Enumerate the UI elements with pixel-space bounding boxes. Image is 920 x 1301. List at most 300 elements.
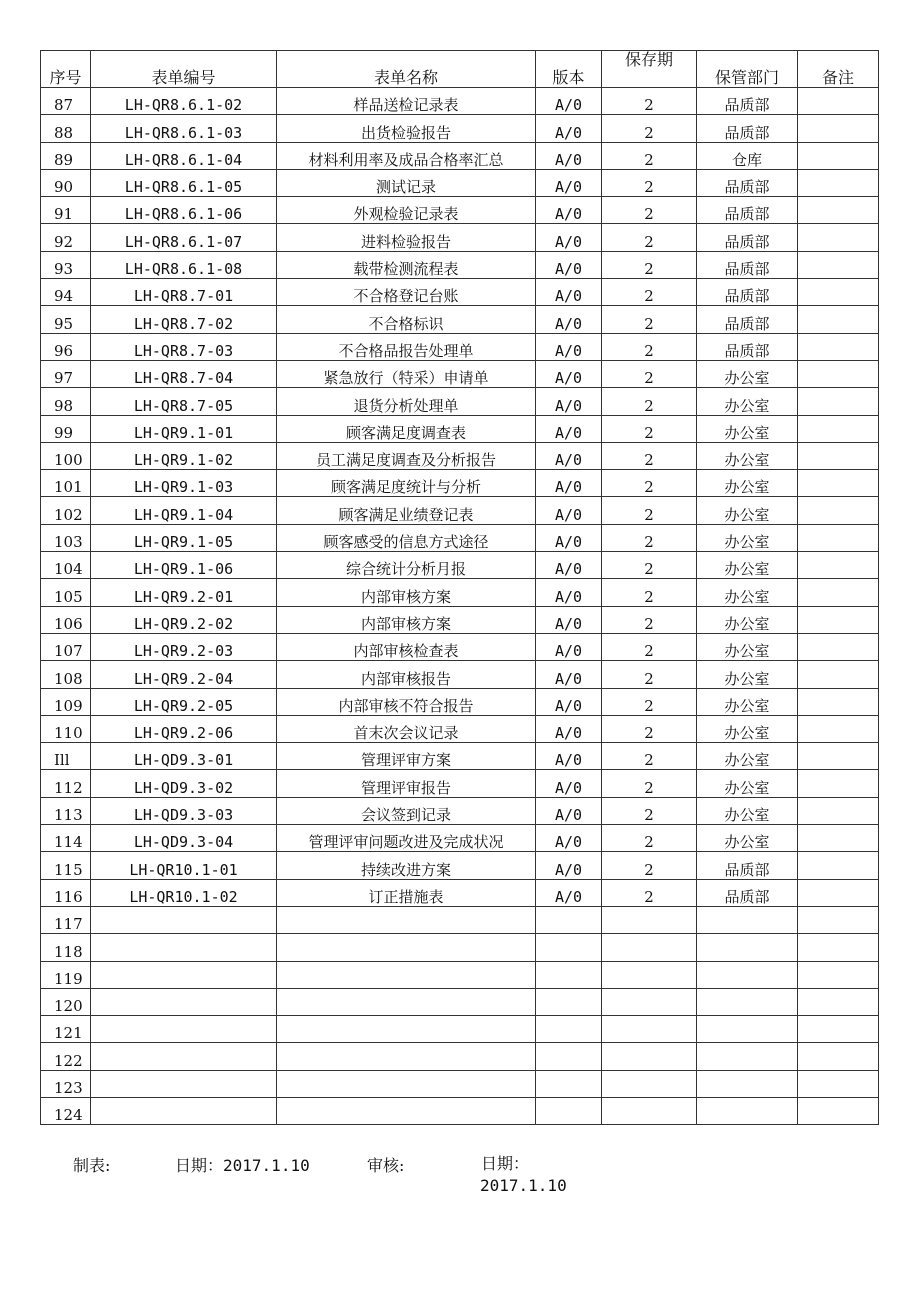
- cell-seq: 88: [41, 115, 91, 142]
- cell-code: [91, 1016, 277, 1043]
- cell-version: A/0: [536, 360, 602, 387]
- table-row: [41, 115, 879, 142]
- table-row: [41, 470, 879, 497]
- cell-dept: 办公室: [697, 688, 798, 715]
- cell-name: 内部审核不符合报告: [277, 688, 536, 715]
- cell-seq: 97: [41, 360, 91, 387]
- cell-dept: 品质部: [697, 251, 798, 278]
- cell-name: 顾客感受的信息方式途径: [277, 524, 536, 551]
- cell-retention: 2: [602, 470, 697, 497]
- cell-seq: 118: [41, 934, 91, 961]
- cell-version: A/0: [536, 279, 602, 306]
- cell-name: [277, 906, 536, 933]
- header-name: 表单名称: [277, 51, 536, 88]
- cell-version: [536, 961, 602, 988]
- cell-code: [91, 1043, 277, 1070]
- cell-remark: [798, 360, 879, 387]
- cell-version: A/0: [536, 879, 602, 906]
- table-row: [41, 961, 879, 988]
- cell-code: LH-QR9.1-05: [91, 524, 277, 551]
- cell-dept: 品质部: [697, 306, 798, 333]
- cell-retention: [602, 961, 697, 988]
- cell-version: A/0: [536, 306, 602, 333]
- cell-remark: [798, 1097, 879, 1124]
- cell-name: 样品送检记录表: [277, 88, 536, 115]
- cell-code: LH-QR9.1-06: [91, 552, 277, 579]
- cell-seq: 124: [41, 1097, 91, 1124]
- cell-dept: [697, 1070, 798, 1097]
- cell-code: [91, 961, 277, 988]
- cell-code: LH-QR8.6.1-02: [91, 88, 277, 115]
- cell-retention: [602, 906, 697, 933]
- cell-remark: [798, 988, 879, 1015]
- cell-retention: [602, 988, 697, 1015]
- cell-dept: 仓库: [697, 142, 798, 169]
- cell-version: A/0: [536, 142, 602, 169]
- cell-remark: [798, 333, 879, 360]
- cell-name: 内部审核方案: [277, 579, 536, 606]
- cell-name: 管理评审报告: [277, 770, 536, 797]
- cell-remark: [798, 442, 879, 469]
- table-row: [41, 552, 879, 579]
- header-version: 版本: [536, 51, 602, 88]
- cell-seq: 100: [41, 442, 91, 469]
- cell-retention: 2: [602, 688, 697, 715]
- footer-reviewer-label: 审核:: [367, 1156, 405, 1175]
- cell-code: LH-QR8.6.1-08: [91, 251, 277, 278]
- cell-version: [536, 1043, 602, 1070]
- cell-retention: 2: [602, 306, 697, 333]
- cell-seq: 107: [41, 633, 91, 660]
- cell-dept: 办公室: [697, 770, 798, 797]
- cell-retention: [602, 934, 697, 961]
- cell-code: LH-QD9.3-02: [91, 770, 277, 797]
- cell-retention: 2: [602, 661, 697, 688]
- cell-seq: 92: [41, 224, 91, 251]
- cell-name: 订正措施表: [277, 879, 536, 906]
- cell-name: 不合格登记台账: [277, 279, 536, 306]
- table-row: [41, 251, 879, 278]
- cell-remark: [798, 115, 879, 142]
- cell-dept: [697, 988, 798, 1015]
- cell-seq: 114: [41, 825, 91, 852]
- cell-code: LH-QR10.1-02: [91, 879, 277, 906]
- cell-remark: [798, 797, 879, 824]
- footer-maker-label: 制表:: [73, 1156, 111, 1175]
- cell-remark: [798, 633, 879, 660]
- cell-name: 员工满足度调查及分析报告: [277, 442, 536, 469]
- table-row: [41, 524, 879, 551]
- cell-seq: 89: [41, 142, 91, 169]
- cell-version: A/0: [536, 333, 602, 360]
- cell-version: A/0: [536, 115, 602, 142]
- cell-dept: [697, 1016, 798, 1043]
- cell-retention: 2: [602, 606, 697, 633]
- cell-retention: 2: [602, 360, 697, 387]
- cell-seq: Ill: [41, 743, 91, 770]
- cell-code: LH-QR9.1-03: [91, 470, 277, 497]
- cell-dept: 办公室: [697, 606, 798, 633]
- cell-seq: 106: [41, 606, 91, 633]
- cell-remark: [798, 279, 879, 306]
- cell-code: LH-QR9.2-06: [91, 715, 277, 742]
- table-row: [41, 415, 879, 442]
- cell-version: A/0: [536, 770, 602, 797]
- cell-remark: [798, 606, 879, 633]
- cell-remark: [798, 879, 879, 906]
- cell-seq: 95: [41, 306, 91, 333]
- cell-retention: [602, 1070, 697, 1097]
- footer-date1: [175, 1153, 310, 1176]
- header-dept: 保管部门: [697, 51, 798, 88]
- cell-code: LH-QR8.7-02: [91, 306, 277, 333]
- table-row: [41, 1070, 879, 1097]
- cell-remark: [798, 743, 879, 770]
- cell-name: 顾客满足业绩登记表: [277, 497, 536, 524]
- cell-version: A/0: [536, 169, 602, 196]
- cell-dept: [697, 961, 798, 988]
- cell-version: A/0: [536, 743, 602, 770]
- cell-retention: 2: [602, 825, 697, 852]
- cell-version: [536, 1097, 602, 1124]
- cell-version: A/0: [536, 197, 602, 224]
- cell-name: 外观检验记录表: [277, 197, 536, 224]
- cell-code: LH-QD9.3-01: [91, 743, 277, 770]
- cell-version: A/0: [536, 88, 602, 115]
- cell-name: [277, 961, 536, 988]
- cell-retention: 2: [602, 743, 697, 770]
- table-row: [41, 606, 879, 633]
- cell-code: LH-QD9.3-03: [91, 797, 277, 824]
- cell-code: [91, 988, 277, 1015]
- cell-version: A/0: [536, 224, 602, 251]
- cell-remark: [798, 1016, 879, 1043]
- cell-version: A/0: [536, 442, 602, 469]
- cell-dept: 办公室: [697, 497, 798, 524]
- cell-retention: 2: [602, 497, 697, 524]
- cell-retention: [602, 1097, 697, 1124]
- cell-dept: 品质部: [697, 224, 798, 251]
- cell-version: A/0: [536, 606, 602, 633]
- cell-retention: 2: [602, 579, 697, 606]
- cell-dept: 品质部: [697, 279, 798, 306]
- cell-retention: 2: [602, 552, 697, 579]
- cell-seq: 109: [41, 688, 91, 715]
- cell-seq: 105: [41, 579, 91, 606]
- cell-code: [91, 1097, 277, 1124]
- cell-version: A/0: [536, 470, 602, 497]
- cell-code: LH-QR10.1-01: [91, 852, 277, 879]
- cell-seq: 122: [41, 1043, 91, 1070]
- cell-code: LH-QD9.3-04: [91, 825, 277, 852]
- cell-dept: 办公室: [697, 442, 798, 469]
- cell-dept: 品质部: [697, 169, 798, 196]
- cell-remark: [798, 579, 879, 606]
- cell-seq: 96: [41, 333, 91, 360]
- cell-dept: 办公室: [697, 579, 798, 606]
- table-row: [41, 142, 879, 169]
- cell-seq: 103: [41, 524, 91, 551]
- cell-version: [536, 934, 602, 961]
- cell-version: A/0: [536, 852, 602, 879]
- table-row: [41, 360, 879, 387]
- cell-version: A/0: [536, 661, 602, 688]
- cell-dept: 品质部: [697, 197, 798, 224]
- cell-name: 紧急放行（特采）申请单: [277, 360, 536, 387]
- form-register-table: [40, 50, 879, 1125]
- cell-name: 内部审核检查表: [277, 633, 536, 660]
- cell-name: 出货检验报告: [277, 115, 536, 142]
- cell-remark: [798, 497, 879, 524]
- cell-dept: 办公室: [697, 743, 798, 770]
- cell-version: A/0: [536, 388, 602, 415]
- table-row: [41, 169, 879, 196]
- footer-date1-label: 日期：: [175, 1156, 224, 1175]
- cell-name: [277, 1097, 536, 1124]
- cell-remark: [798, 1043, 879, 1070]
- cell-code: LH-QR8.7-03: [91, 333, 277, 360]
- cell-remark: [798, 169, 879, 196]
- cell-remark: [798, 825, 879, 852]
- cell-name: 不合格标识: [277, 306, 536, 333]
- cell-name: 退货分析处理单: [277, 388, 536, 415]
- cell-seq: 102: [41, 497, 91, 524]
- cell-code: LH-QR8.7-01: [91, 279, 277, 306]
- cell-retention: 2: [602, 852, 697, 879]
- table-row: [41, 770, 879, 797]
- cell-name: 材料利用率及成品合格率汇总: [277, 142, 536, 169]
- cell-name: [277, 1070, 536, 1097]
- cell-remark: [798, 934, 879, 961]
- cell-name: 载带检测流程表: [277, 251, 536, 278]
- footer-date1-value: 2017.1.10: [223, 1156, 310, 1175]
- cell-seq: 117: [41, 906, 91, 933]
- cell-seq: 94: [41, 279, 91, 306]
- cell-version: [536, 988, 602, 1015]
- table-row: [41, 224, 879, 251]
- cell-retention: 2: [602, 524, 697, 551]
- cell-retention: 2: [602, 197, 697, 224]
- table-row: [41, 852, 879, 879]
- cell-dept: 品质部: [697, 879, 798, 906]
- footer-date2-label: 日期：: [481, 1154, 530, 1173]
- cell-retention: 2: [602, 224, 697, 251]
- cell-code: LH-QR8.6.1-05: [91, 169, 277, 196]
- cell-code: LH-QR8.6.1-07: [91, 224, 277, 251]
- cell-remark: [798, 961, 879, 988]
- footer-date2-value: 2017.1.10: [480, 1176, 567, 1195]
- cell-remark: [798, 88, 879, 115]
- cell-code: [91, 906, 277, 933]
- table-row: [41, 988, 879, 1015]
- cell-seq: 115: [41, 852, 91, 879]
- cell-dept: 办公室: [697, 388, 798, 415]
- cell-remark: [798, 415, 879, 442]
- cell-seq: 113: [41, 797, 91, 824]
- cell-name: 测试记录: [277, 169, 536, 196]
- cell-version: A/0: [536, 797, 602, 824]
- cell-remark: [798, 470, 879, 497]
- cell-retention: 2: [602, 115, 697, 142]
- cell-code: LH-QR9.1-02: [91, 442, 277, 469]
- cell-code: LH-QR9.2-01: [91, 579, 277, 606]
- cell-name: [277, 988, 536, 1015]
- header-remark: 备注: [798, 51, 879, 88]
- cell-version: A/0: [536, 524, 602, 551]
- cell-retention: 2: [602, 633, 697, 660]
- cell-seq: 119: [41, 961, 91, 988]
- cell-dept: 品质部: [697, 333, 798, 360]
- table-row: [41, 579, 879, 606]
- cell-version: A/0: [536, 415, 602, 442]
- cell-dept: 办公室: [697, 825, 798, 852]
- cell-dept: 办公室: [697, 415, 798, 442]
- cell-remark: [798, 552, 879, 579]
- table-row: [41, 934, 879, 961]
- cell-name: 持续改进方案: [277, 852, 536, 879]
- cell-code: LH-QR9.2-04: [91, 661, 277, 688]
- cell-remark: [798, 224, 879, 251]
- cell-remark: [798, 524, 879, 551]
- cell-seq: 112: [41, 770, 91, 797]
- table-row: [41, 1097, 879, 1124]
- cell-retention: 2: [602, 279, 697, 306]
- cell-retention: 2: [602, 770, 697, 797]
- cell-retention: 2: [602, 169, 697, 196]
- cell-name: 首末次会议记录: [277, 715, 536, 742]
- table-row: [41, 333, 879, 360]
- cell-dept: 办公室: [697, 470, 798, 497]
- cell-retention: 2: [602, 333, 697, 360]
- cell-code: LH-QR8.6.1-06: [91, 197, 277, 224]
- cell-code: LH-QR9.2-03: [91, 633, 277, 660]
- cell-version: A/0: [536, 715, 602, 742]
- table-row: [41, 197, 879, 224]
- table-row: [41, 879, 879, 906]
- table-row: [41, 88, 879, 115]
- cell-version: A/0: [536, 579, 602, 606]
- cell-version: A/0: [536, 825, 602, 852]
- table-row: [41, 825, 879, 852]
- cell-dept: 办公室: [697, 797, 798, 824]
- cell-dept: 办公室: [697, 661, 798, 688]
- table-row: [41, 743, 879, 770]
- cell-dept: 品质部: [697, 115, 798, 142]
- cell-seq: 123: [41, 1070, 91, 1097]
- cell-retention: 2: [602, 88, 697, 115]
- header-seq: 序号: [41, 51, 91, 88]
- cell-code: LH-QR8.6.1-03: [91, 115, 277, 142]
- cell-remark: [798, 852, 879, 879]
- cell-seq: 98: [41, 388, 91, 415]
- cell-version: [536, 1016, 602, 1043]
- cell-remark: [798, 1070, 879, 1097]
- header-retention: 保存期: [602, 51, 697, 88]
- cell-retention: [602, 1043, 697, 1070]
- cell-seq: 120: [41, 988, 91, 1015]
- cell-name: 综合统计分析月报: [277, 552, 536, 579]
- cell-version: A/0: [536, 552, 602, 579]
- table-body: [41, 88, 879, 1125]
- cell-dept: 办公室: [697, 715, 798, 742]
- cell-seq: 87: [41, 88, 91, 115]
- cell-version: A/0: [536, 497, 602, 524]
- cell-retention: 2: [602, 797, 697, 824]
- cell-code: LH-QR8.7-05: [91, 388, 277, 415]
- cell-name: 不合格品报告处理单: [277, 333, 536, 360]
- cell-retention: 2: [602, 715, 697, 742]
- table-row: [41, 661, 879, 688]
- cell-code: [91, 1070, 277, 1097]
- cell-code: LH-QR9.1-04: [91, 497, 277, 524]
- cell-dept: 办公室: [697, 633, 798, 660]
- table-row: [41, 442, 879, 469]
- cell-name: [277, 934, 536, 961]
- cell-name: [277, 1043, 536, 1070]
- header-row: [41, 51, 879, 88]
- cell-retention: 2: [602, 879, 697, 906]
- cell-retention: 2: [602, 142, 697, 169]
- cell-retention: 2: [602, 251, 697, 278]
- cell-seq: 90: [41, 169, 91, 196]
- cell-name: 顾客满足度统计与分析: [277, 470, 536, 497]
- cell-name: 管理评审问题改进及完成状况: [277, 825, 536, 852]
- cell-dept: [697, 906, 798, 933]
- table-row: [41, 688, 879, 715]
- cell-dept: 品质部: [697, 88, 798, 115]
- cell-dept: [697, 934, 798, 961]
- cell-dept: [697, 1097, 798, 1124]
- cell-seq: 110: [41, 715, 91, 742]
- cell-retention: 2: [602, 415, 697, 442]
- table-row: [41, 906, 879, 933]
- cell-remark: [798, 715, 879, 742]
- cell-retention: 2: [602, 442, 697, 469]
- cell-remark: [798, 142, 879, 169]
- cell-dept: [697, 1043, 798, 1070]
- cell-code: LH-QR8.6.1-04: [91, 142, 277, 169]
- cell-code: LH-QR9.2-05: [91, 688, 277, 715]
- cell-dept: 办公室: [697, 524, 798, 551]
- cell-retention: [602, 1016, 697, 1043]
- cell-dept: 品质部: [697, 852, 798, 879]
- cell-code: LH-QR9.2-02: [91, 606, 277, 633]
- table-row: [41, 797, 879, 824]
- cell-code: LH-QR8.7-04: [91, 360, 277, 387]
- table-row: [41, 1016, 879, 1043]
- cell-seq: 93: [41, 251, 91, 278]
- cell-name: 进料检验报告: [277, 224, 536, 251]
- table-row: [41, 388, 879, 415]
- cell-name: 顾客满足度调查表: [277, 415, 536, 442]
- cell-remark: [798, 388, 879, 415]
- table-row: [41, 497, 879, 524]
- cell-seq: 116: [41, 879, 91, 906]
- cell-seq: 91: [41, 197, 91, 224]
- table-row: [41, 279, 879, 306]
- cell-remark: [798, 688, 879, 715]
- cell-remark: [798, 251, 879, 278]
- cell-remark: [798, 906, 879, 933]
- cell-remark: [798, 661, 879, 688]
- cell-name: 管理评审方案: [277, 743, 536, 770]
- cell-name: 内部审核报告: [277, 661, 536, 688]
- cell-version: A/0: [536, 688, 602, 715]
- cell-version: A/0: [536, 633, 602, 660]
- cell-version: [536, 906, 602, 933]
- table-row: [41, 715, 879, 742]
- cell-name: 内部审核方案: [277, 606, 536, 633]
